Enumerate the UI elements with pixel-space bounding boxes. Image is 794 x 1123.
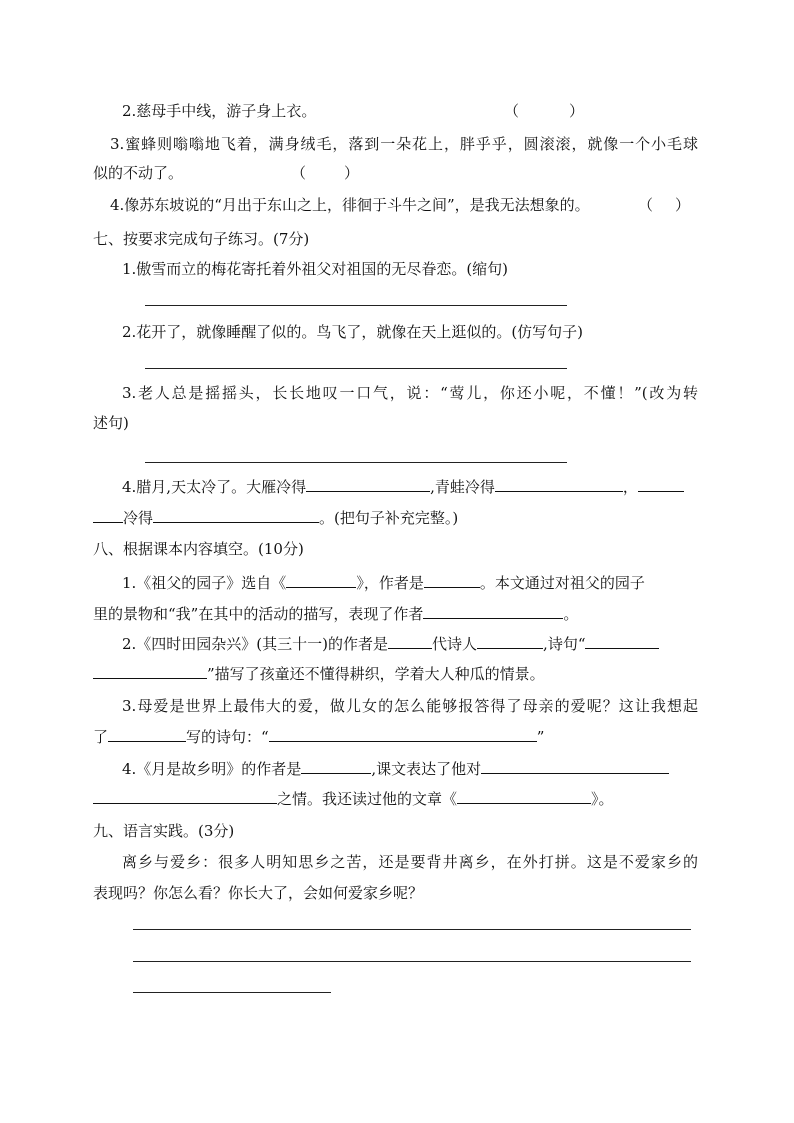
q8-item-1-line2: [93, 603, 698, 625]
q8-item-2-text-a: 2.《四时田园杂兴》(其三十一)的作者是: [122, 635, 389, 653]
q7-item-4-line1: [122, 476, 698, 498]
q6-item-2-text: 2.慈母手中线，游子身上衣。: [122, 102, 317, 120]
q7-item-2-answer-line[interactable]: [145, 368, 567, 369]
q7-item-4-blank-4[interactable]: [153, 507, 319, 523]
q6-item-3-text: 似的不动了。: [93, 164, 184, 182]
q8-item-2-blank-verse-a[interactable]: [585, 633, 659, 649]
q7-item-4-text-c: ，: [622, 478, 638, 496]
q6-item-4: [110, 194, 698, 216]
q7-item-2: 2.花开了，就像睡醒了似的。鸟飞了，就像在天上逛似的。(仿写句子): [122, 323, 584, 341]
q8-item-2-text-c: ,诗句“: [543, 635, 586, 653]
q7-item-4-blank-1[interactable]: [306, 476, 430, 492]
q8-item-2-text-b: 代诗人: [432, 635, 478, 653]
q8-item-3-text-c: 写的诗句：“: [186, 728, 269, 746]
q8-item-3-blank-verse[interactable]: [269, 726, 537, 742]
q8-item-3-text-b: 了: [93, 728, 109, 746]
q7-item-3-line2: 述句): [93, 414, 129, 432]
q6-item-4-text: 4.像苏东坡说的“月出于东山之上，徘徊于斗牛之间”，是我无法想象的。: [110, 196, 590, 214]
q8-item-2-blank-verse-b[interactable]: [93, 663, 207, 679]
q9-heading: 九、语言实践。(3分): [93, 822, 235, 840]
q8-item-2-blank-poet[interactable]: [477, 633, 543, 649]
q7-item-3-line1: 3.老人总是摇摇头，长长地叹一口气，说：“莺儿，你还小呢，不懂！”(改为转: [122, 384, 698, 402]
q6-item-2-answer-paren[interactable]: （ ）: [504, 102, 585, 120]
q8-item-1-blank-author[interactable]: [424, 572, 480, 588]
q8-item-1-blank-feeling[interactable]: [423, 603, 563, 619]
q6-item-3-line2: [93, 162, 698, 184]
q8-item-1-text-e: 。: [563, 605, 579, 623]
q8-item-4-line2: [93, 788, 698, 810]
q8-heading: 八、根据课本内容填空。(10分): [93, 540, 304, 558]
q8-item-2-text-d: ”描写了孩童还不懂得耕织，学着大人种瓜的情景。: [207, 665, 545, 683]
q7-item-4-text-a: 4.腊月,天太冷了。大雁冷得: [122, 478, 307, 496]
q8-item-4-blank-feeling-b[interactable]: [93, 788, 277, 804]
q7-item-1: 1.傲雪而立的梅花寄托着外祖父对祖国的无尽眷恋。(缩句): [122, 260, 509, 278]
q7-item-4-text-b: ,青蛙冷得: [430, 478, 495, 496]
q9-prompt-line2: 表现吗？你怎么看？你长大了，会如何爱家乡呢？: [93, 884, 424, 902]
q8-item-1-text-d: 里的景物和“我”在其中的活动的描写，表现了作者: [93, 605, 424, 623]
q7-item-4-line2: [93, 507, 698, 529]
q8-item-1-text-b: 》，作者是: [356, 574, 424, 592]
q6-item-3-line1: 3.蜜蜂则嗡嗡地飞着，满身绒毛，落到一朵花上，胖乎乎，圆滚滚，就像一个小毛球: [110, 135, 698, 153]
q8-item-4-text-b: ,课文表达了他对: [371, 760, 482, 778]
q7-item-4-blank-3b[interactable]: [93, 507, 123, 523]
q9-prompt-line1: 离乡与爱乡：很多人明知思乡之苦，还是要背井离乡，在外打拼。这是不爱家乡的: [122, 853, 698, 871]
q8-item-3-line2: [93, 726, 698, 748]
q7-item-4-text-e: 。(把句子补充完整。): [319, 509, 459, 527]
q8-item-4-blank-author[interactable]: [301, 758, 371, 774]
q8-item-3-blank-author[interactable]: [108, 726, 186, 742]
q8-item-2-blank-dynasty[interactable]: [388, 633, 432, 649]
q8-item-1-text-a: 1.《祖父的园子》选自《: [122, 574, 287, 592]
q6-item-2: [122, 100, 698, 122]
q8-item-1-line1: [122, 572, 698, 594]
q8-item-4-text-a: 4.《月是故乡明》的作者是: [122, 760, 302, 778]
q8-item-4-blank-feeling-a[interactable]: [481, 758, 669, 774]
q8-item-3-line1: 3.母爱是世界上最伟大的爱，做儿女的怎么能够报答得了母亲的爱呢？这让我想起: [122, 697, 698, 715]
q8-item-3-text-d: ”: [536, 728, 545, 746]
q8-item-4-line1: [122, 758, 698, 780]
q7-item-4-blank-3a[interactable]: [638, 476, 684, 492]
q7-item-4-blank-2[interactable]: [495, 476, 623, 492]
q9-answer-line-1[interactable]: [133, 929, 691, 930]
q8-item-2-line2: [93, 663, 698, 685]
q6-item-3-answer-paren[interactable]: （ ）: [291, 164, 360, 182]
q8-item-2-line1: [122, 633, 698, 655]
q8-item-4-text-c: 之情。我还读过他的文章《: [277, 790, 458, 808]
q8-item-4-text-d: 》。: [591, 790, 614, 808]
q8-item-4-blank-article[interactable]: [457, 788, 591, 804]
q7-heading: 七、按要求完成句子练习。(7分): [93, 230, 310, 248]
q9-answer-line-2[interactable]: [133, 961, 691, 962]
q7-item-1-answer-line[interactable]: [145, 305, 567, 306]
q9-answer-line-3[interactable]: [133, 992, 331, 993]
q8-item-1-blank-source[interactable]: [286, 572, 356, 588]
q7-item-3-answer-line[interactable]: [145, 462, 567, 463]
q6-item-4-answer-paren[interactable]: （ ）: [638, 196, 691, 214]
q8-item-1-text-c: 。本文通过对祖父的园子: [479, 574, 645, 592]
q7-item-4-text-d: 冷得: [123, 509, 154, 527]
